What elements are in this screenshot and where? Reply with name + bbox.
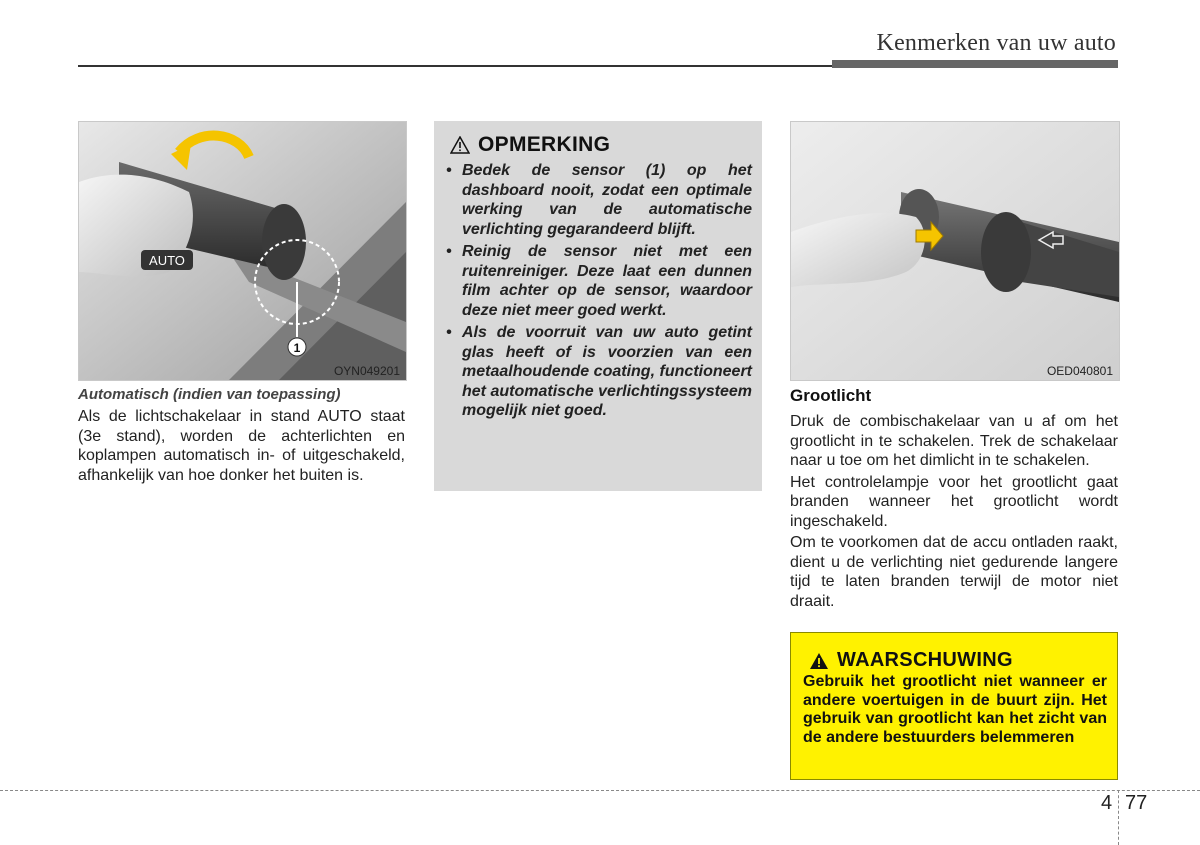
auto-badge-label: AUTO <box>149 253 185 268</box>
footer-divider <box>0 790 1200 791</box>
column-high-beam <box>790 384 1118 613</box>
column-auto <box>78 386 405 485</box>
warning-text: Gebruik het grootlicht niet wanneer er andere voertuigen in de buurt zijn. Het gebruik van grootlicht kan het zicht van de andere bestuurders belemmeren <box>803 673 1107 746</box>
high-beam-paragraph: Om te voorkomen dat de accu ontladen raakt, dient u de verlichting niet gedurende langere tijd te laten branden terwijl de motor niet draait. <box>790 534 1118 610</box>
note-title: OPMERKING <box>478 133 611 156</box>
page-number: 77 <box>1125 792 1148 814</box>
note-item: • Als de voorruit van uw auto getint glas heeft of is voorzien van een metaalhoudende coating, functioneert het automatische verlichtingssysteem mogelijk niet goed. <box>446 324 752 419</box>
callout-number: 1 <box>293 341 301 355</box>
figure-auto-illustration <box>79 122 406 380</box>
note-list <box>446 161 752 424</box>
header-rule <box>78 65 832 67</box>
figure-auto-light-switch <box>78 121 407 381</box>
warning-box <box>790 632 1118 780</box>
high-beam-paragraph: Het controlelampje voor het grootlicht gaat branden wanneer het grootlicht wordt ingeschakeld. <box>790 473 1118 530</box>
figure-high-beam-switch <box>790 121 1120 381</box>
footer-page-separator <box>1118 790 1119 845</box>
auto-caption: Automatisch (indien van toepassing) <box>78 386 341 403</box>
page-header-title: Kenmerken van uw auto <box>876 30 1116 56</box>
auto-paragraph: Als de lichtschakelaar in stand AUTO staat (3e stand), worden de achterlichten en koplampen automatisch in- of uitgeschakeld, afhankelijk van hoe donker het buiten is. <box>78 408 405 484</box>
chapter-number: 4 <box>1101 792 1113 814</box>
figure-code: OED040801 <box>1046 364 1113 378</box>
warning-header <box>809 649 1013 672</box>
note-item: • Reinig de sensor niet met een ruitenreiniger. Deze laat een dunnen film achter op de sensor, waardoor deze niet meer goed werkt. <box>446 243 752 319</box>
high-beam-paragraph: Druk de combischakelaar van u af om het grootlicht in te schakelen. Trek de schakelaar naar u toe om het dimlicht in te schakelen. <box>790 413 1118 469</box>
caution-triangle-icon <box>450 136 470 154</box>
note-item: • Bedek de sensor (1) op het dashboard nooit, zodat een optimale werking van de automatische verlichting gegarandeerd blijft. <box>446 162 752 238</box>
note-item-text: Reinig de sensor niet met een ruitenreiniger. Deze laat een dunnen film achter op de sensor, waardoor deze niet meer goed werkt. <box>462 243 752 319</box>
note-item-text: Bedek de sensor (1) op het dashboard nooit, zodat een optimale werking van de automatische verlichting gegarandeerd blijft. <box>462 162 752 238</box>
note-header <box>450 133 610 157</box>
section-title: Grootlicht <box>790 386 872 405</box>
warning-title: WAARSCHUWING <box>837 649 1013 671</box>
figure-code: OYN049201 <box>333 364 400 378</box>
header-bar <box>832 60 1118 68</box>
note-item-text: Als de voorruit van uw auto getint glas heeft of is voorzien van een metaalhoudende coating, functioneert het automatische verlichtingssysteem mogelijk niet goed. <box>462 324 752 419</box>
warning-triangle-icon <box>809 652 829 670</box>
note-box <box>434 121 762 491</box>
figure-high-beam-illustration <box>791 122 1119 380</box>
